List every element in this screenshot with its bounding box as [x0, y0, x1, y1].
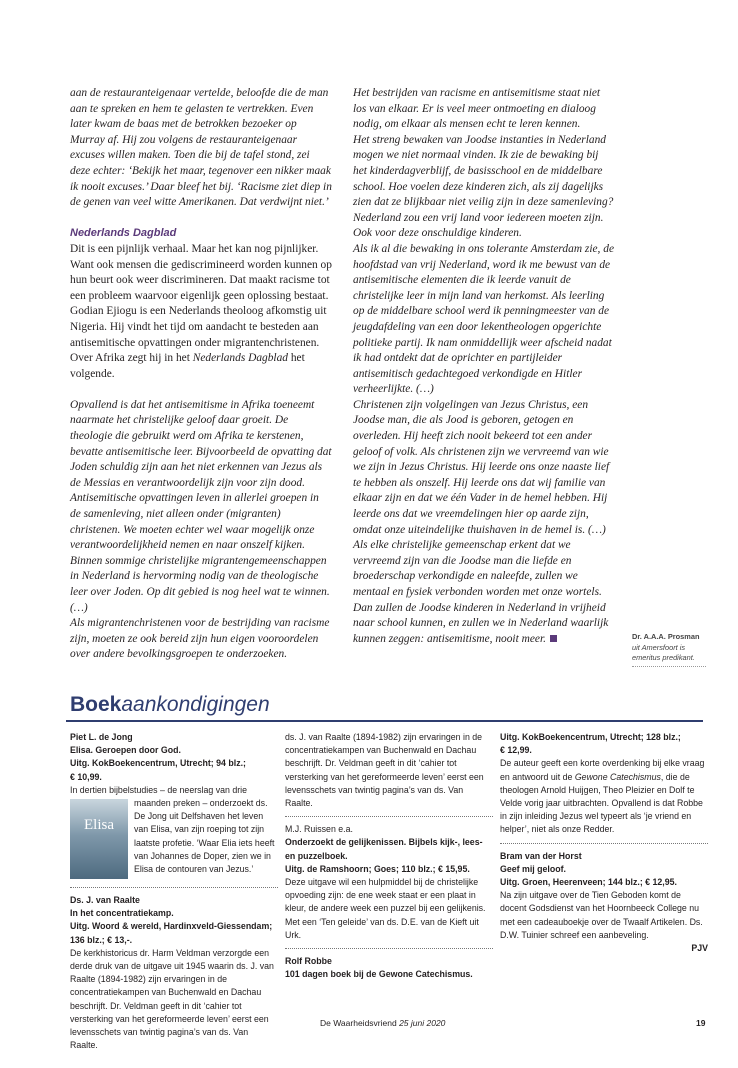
paragraph: Opvallend is dat het antisemitisme in Afrika toeneemt naarmate het christelijke geloof daar groeit. De theologie die gebruikt werd om Afrika te kerstenen, bevatte antisemitische leer. Bijvoorbeeld de opvatting dat Joden schuldig zijn aan het niet erkennen van Jezus als de Messias en verantwoordelijk zijn voor zijn dood. Antisemitische opvattingen leven in allerlei groepen in de samenleving, niet alleen onder (migranten) christenen. We moeten echter wel waar mogelijk onze verantwoordelijkheid nemen en naar onszelf kijken. Binnen sommige christelijke migrantengemeenschappen in Nederland is hervorming nodig van de theologische leer over Joden. Op dit gebied is nog heel wat te winnen. (…): [70, 398, 332, 614]
book-publisher: Uitg. KokBoekencentrum, Utrecht; 94 blz.;: [70, 758, 246, 769]
book-publisher: Uitg. KokBoekencentrum, Utrecht; 128 blz.;: [500, 732, 681, 742]
book-description: Na zijn uitgave over de Tien Geboden komt de docent Godsdienst van het Hoornbeeck College nu met een cadeauboekje over de Twaalf Artikelen. Ds. D.W. Tuinier schreef een aanbeveling.: [500, 890, 703, 940]
issue-date: 25 juni 2020: [399, 1018, 446, 1028]
paragraph: Als elke christelijke gemeenschap erkent dat we vervreemd zijn van die Joodse man die liefde en broederschap verkondigde en naleefde, zullen we mentaal en fysiek verbonden worden met onze wortels. Dan zullen de Joodse kinderen in Nederland in vrijheid naar school kunnen, en zullen we in Nederland waarlijk kunnen zeggen: antisemitisme, nooit meer.: [353, 539, 609, 645]
book-author: Ds. J. van Raalte: [70, 895, 140, 906]
subheading: Nederlands Dagblad: [70, 227, 177, 240]
book-title: In het concentratiekamp.: [70, 908, 174, 919]
book-title: Elisa. Geroepen door God.: [70, 745, 181, 756]
separator: [285, 816, 493, 817]
book-description: In dertien bijbelstudies – de neerslag van drie: [70, 784, 248, 795]
book-column-3: [500, 731, 708, 955]
paragraph: Het bestrijden van racisme en antisemitisme staat niet los van elkaar. Er is veel meer ontmoeting en dialoog nodig, om elkaar als mensen echt te leren kennen.: [353, 87, 601, 131]
book-title: 101 dagen boek bij de Gewone Catechismus.: [285, 969, 473, 980]
separator: [70, 887, 278, 888]
book-price: € 12,99.: [500, 745, 532, 756]
article-column-middle: [353, 86, 615, 647]
book-description: Deze uitgave wil een hulpmiddel bij de christelijke opvoeding zijn: de ene week staat er een plaat in kleur, de andere week een puzzel bij een gelijkenis. Met een ‘Ten geleide’ van ds. D.E. van de Kieft uit Urk.: [285, 877, 486, 940]
paragraph: Het streng bewaken van Joodse instanties in Nederland mogen we niet normaal vinden. Ik zie de bewaking bij het kinderdagverblijf, de basisschool en de middelbare school. Hoe voelen deze kinderen zich, als zij dagelijks zien dat ze blijkbaar niet veilig zijn in deze samenleving? Nederland zou een vrij land voor iedereen moeten zijn. Ook voor deze onschuldige kinderen.: [353, 133, 614, 240]
book-cover-title: Elisa: [84, 817, 114, 834]
book-column-2: [285, 731, 493, 981]
book-description: maanden preken – onderzoekt ds. De Jong uit Delfshaven het leven van Elisa, van zijn roeping tot zijn laatste profetie. ‘Waar Elia iets heeft van Johannes de Doper, zien we in Elisa de contouren van Jezus.’: [134, 798, 275, 875]
book-title: Onderzoekt de gelijkenissen. Bijbels kijk-, lees- en puzzelboek.: [285, 837, 483, 861]
book-publisher: Uitg. Groen, Heerenveen; 144 blz.; € 12,95.: [500, 877, 677, 888]
book-author: Bram van der Horst: [500, 850, 582, 861]
book-publisher: Uitg. Woord & wereld, Hardinxveld-Giessendam; 136 blz.; € 13,-.: [70, 921, 273, 945]
reviewer-initials: PJV: [691, 943, 708, 954]
magazine-name: De Waarheidsvriend: [320, 1018, 397, 1028]
end-mark-icon: [550, 635, 557, 642]
paragraph: Als migrantenchristenen voor de bestrijding van racisme zijn, moeten ze ook bereid zijn hun eigen vooroordelen over andere bevolkingsgroepen te onderzoeken.: [70, 617, 330, 661]
paragraph: aan de restauranteigenaar vertelde, beloofde die de man aan te spreken en hem te gelasten te vertrekken. Even later kwam de baas met de betrokken bezoeker op Murray af. Hij zou volgens de restauranteigenaar excuses willen maken. Toen die bij de tafel stond, zei deze echter: ‘Bekijk het maar, tegenover een nikker maak ik nooit excuses.’ Daar bleef het bij. ‘Racisme ziet diep in de genen van veel witte Amerikanen. Dat verdwijnt niet.’: [70, 87, 332, 209]
book-description-continued: ds. J. van Raalte (1894-1982) zijn ervaringen in de concentratiekampen van Buchenwald en Dachau beschrijft. Dr. Veldman geeft in dit ‘cahier tot versterking van het gereformeerde leven’ eerst een levensschets van twintig pagina’s van ds. Van Raalte.: [285, 732, 484, 809]
book-author: Rolf Robbe: [285, 956, 332, 967]
section-heading: Boekaankondigingen: [70, 693, 270, 716]
paragraph: Als ik al die bewaking in ons tolerante Amsterdam zie, de hoofdstad van vrij Nederland, word ik me bewust van de antisemitische elementen die ik leerde vanuit de christelijke leer in mijn land van herkomst. Als leerling op de middelbare school werd ik penningmeester van de jeugdafdeling van een door lekentheologen opgerichte politieke partij. Ik nam onmiddellijk weer afscheid nadat ik had ontdekt dat de oprichter en partijleider antisemitisch gedachtegoed verkondigde en Hitler verheerlijkte. (…): [353, 242, 614, 396]
separator: [285, 948, 493, 949]
book-author: M.J. Ruissen e.a.: [285, 824, 353, 835]
book-column-1: [70, 731, 278, 1051]
paragraph: Christenen zijn volgelingen van Jezus Christus, een Joodse man, die als Jood is geboren, getogen en overleden. Hij heeft zich nooit bekeerd tot een ander geloof of volk. Als christenen zijn we vervreemd van wie we zijn in Jezus Christus. Hij leerde ons onze naaste lief te hebben als onszelf. Hij leerde ons dat wij familie van elkaar zijn en dat we één Vader in de hemel hebben. Hij leerde ons dat we vreemdelingen hier op aarde zijn, omdat onze uiteindelijke thuishaven in de hemel is. (…): [353, 398, 610, 536]
author-note: [632, 632, 706, 667]
separator: [500, 843, 708, 844]
author-description: uit Amersfoort is emeritus predikant.: [632, 642, 695, 663]
book-description: De kerkhistoricus dr. Harm Veldman verzorgde een derde druk van de uitgave uit 1945 waarin ds. J. van Raalte (1894-1982) zijn ervaringen in de concentratiekampen van Buchenwald en Dachau beschrijft. Dr. Veldman geeft in dit ‘cahier tot versterking van het gereformeerde leven’ eerst een levensschets van twintig pagina’s van ds. Van Raalte.: [70, 947, 274, 1051]
book-cover-image: [70, 799, 128, 879]
author-name: Dr. A.A.A. Prosman: [632, 632, 700, 641]
paragraph: Dit is een pijnlijk verhaal. Maar het kan nog pijnlijker. Want ook mensen die gediscrimineerd worden kunnen op hun beurt ook weer discrimineren. Dat maakt racisme tot een probleem waarvoor eigenlijk geen oplossing bestaat. Godian Ejiogu is een Nederlands theoloog afkomstig uit Nigeria. Hij vindt het tijd om aandacht te besteden aan antisemitische opvattingen onder migrantenchristenen. Over Afrika zegt hij in het Nederlands Dagblad het volgende.: [70, 242, 332, 380]
heading-rule: [66, 720, 703, 722]
book-author: Piet L. de Jong: [70, 732, 133, 742]
book-publisher: Uitg. de Ramshoorn; Goes; 110 blz.; € 15,95.: [285, 863, 470, 874]
footer-magazine: [320, 1018, 445, 1028]
book-price: € 10,99.: [70, 771, 102, 782]
book-title: Geef mij geloof.: [500, 863, 566, 874]
book-description: De auteur geeft een korte overdenking bij elke vraag en antwoord uit de Gewone Catechismus, die de theologen Arnold Huijgen, Theo Pleizier en Dolf te Velde vorig jaar uitbrachten. Opvallend is dat Robbe in zijn inleiding Jezus wel typeert als ‘je vriend en helper’, niet als onze Redder.: [500, 758, 705, 835]
article-column-left: [70, 86, 332, 663]
page-number: 19: [696, 1018, 706, 1028]
